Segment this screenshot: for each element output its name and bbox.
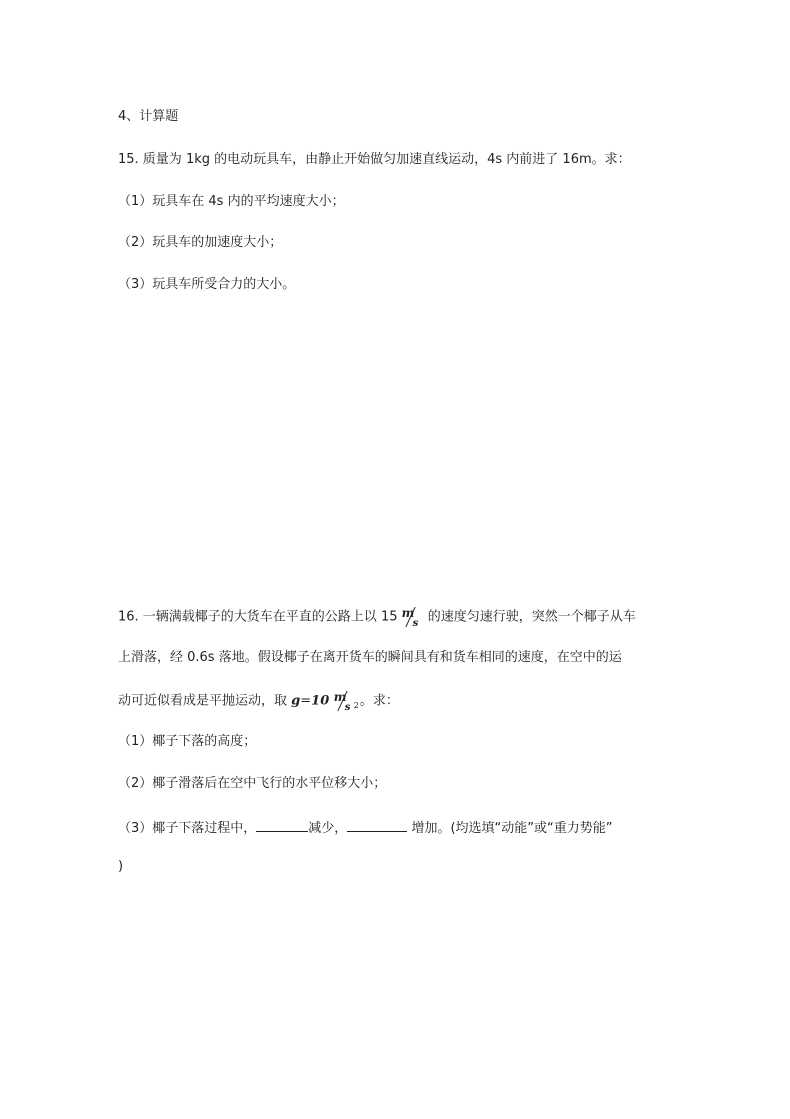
speed-unit-fraction [402,606,424,628]
speed-unit-den: s [412,618,419,629]
q16-line1 [118,606,636,628]
q16-part3-close: ) [118,859,124,874]
gravity-equation [291,694,334,709]
accel-unit-fraction [333,690,359,713]
q16-line2: 上滑落，经 0.6s 落地。假设椰子在离开货车的瞬间具有和货车相同的速度，在空中的运 [118,650,622,665]
q16-line3 [118,690,399,712]
q16-part3-a: （3）椰子下落过程中， [118,821,257,836]
accel-unit-den: s [344,702,351,713]
answer-blank-1[interactable] [256,817,308,832]
gravity-value: 10 [311,693,330,709]
q16-line3-after: 。求： [359,693,399,709]
gravity-symbol: g [291,693,301,709]
answer-blank-2[interactable] [347,817,407,832]
q16-part1: （1）椰子下落的高度； [118,734,257,749]
q16-part3 [118,817,612,838]
q16-part3-c: 增加。(均选填“动能”或“重力势能” [411,821,613,836]
equals-sign: = [300,693,312,709]
q15-part3: （3）玩具车所受合力的大小。 [118,277,296,292]
q16-part2: （2）椰子滑落后在空中飞行的水平位移大小； [118,776,387,791]
speed-unit-num: m [401,606,415,620]
accel-unit-num: m [333,690,347,704]
q16-line3-before: 动可近似看成是平抛运动，取 [118,693,288,709]
accel-unit-exponent: 2 [353,701,359,710]
q15-part1: （1）玩具车在 4s 内的平均速度大小； [118,194,345,209]
section-title: 4、计算题 [118,109,179,124]
q15-part2: （2）玩具车的加速度大小； [118,235,283,250]
q15-stem: 15. 质量为 1kg 的电动玩具车，由静止开始做匀加速直线运动，4s 内前进了 16m。求： [118,152,631,167]
q16-line1-before: 16. 一辆满载椰子的大货车在平直的公路上以 15 [118,609,398,625]
q16-line1-after: 的速度匀速行驶，突然一个椰子从车 [427,609,636,625]
q16-part3-b: 减少， [308,821,348,836]
